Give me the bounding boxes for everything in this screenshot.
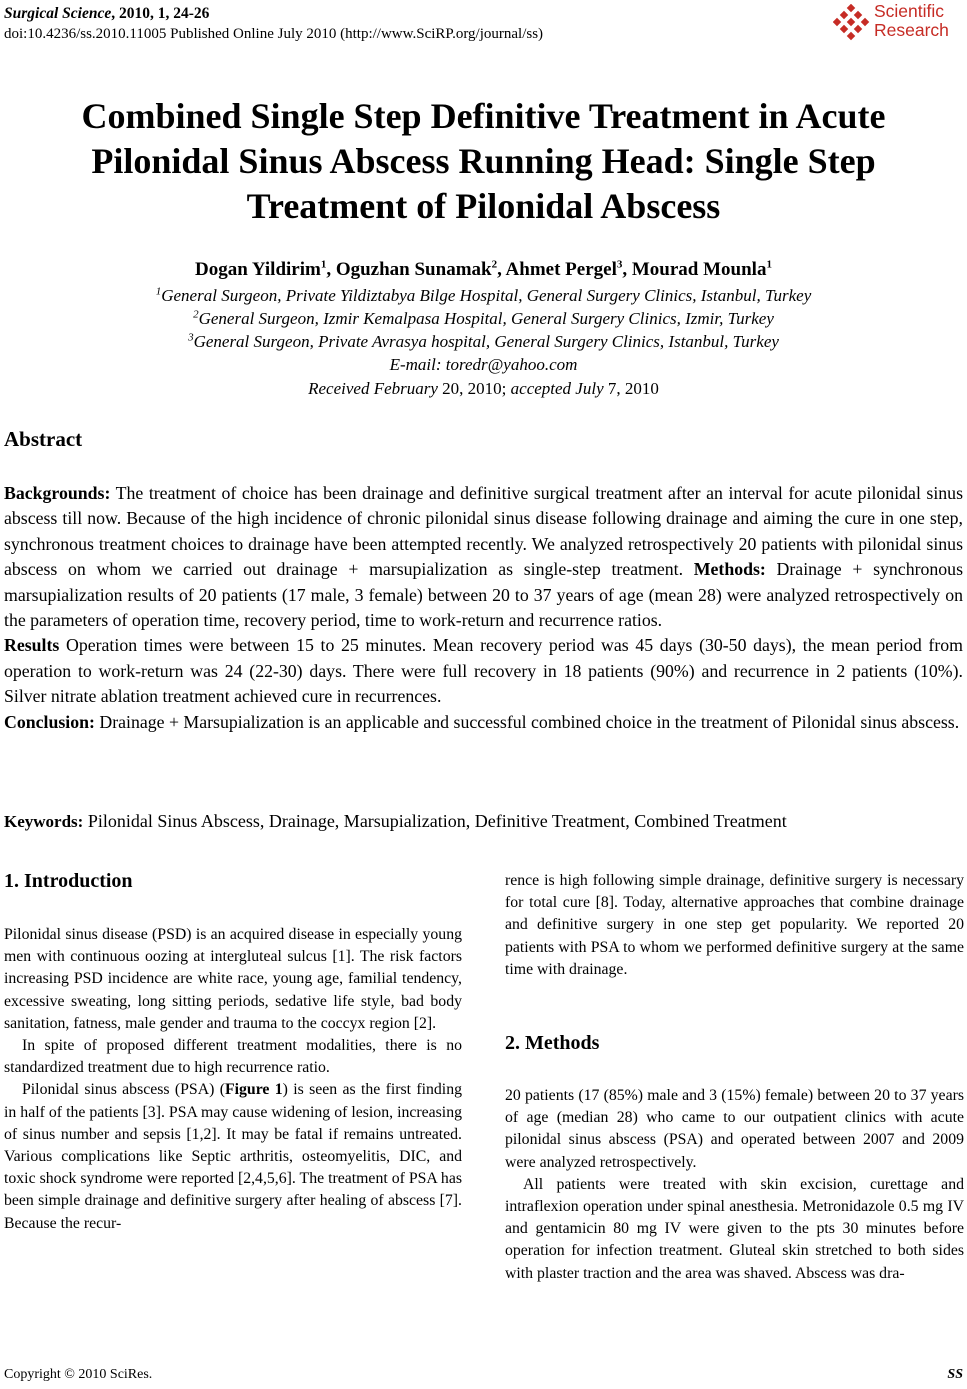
- author-separator: ,: [326, 259, 336, 280]
- author-affiliation-mark: 3: [616, 258, 623, 271]
- intro-paragraph: Pilonidal sinus disease (PSD) is an acquired disease in especially young men with continuous oozing at intergluteal sulcus [1]. The risk factors increasing PSD incidence are white race, young age, familial tendency, excessive sweating, long sitting periods, sedative life style, bad body sanitation, fatness, male gender and trauma to the coccyx region [2].: [4, 926, 462, 1032]
- left-column: [4, 924, 462, 1235]
- title-line: Pilonidal Sinus Abscess Running Head: Single Step: [91, 141, 876, 181]
- right-column-intro-continued: [505, 870, 964, 981]
- intro-text: ) is seen as the first finding in half of the patients [3]. PSA may cause widening of lesion, increasing of sinus number and sepsis [1,2]. It may be fatal if remains untreated. Various complications like Septic arthritis, osteomyelitis, DIC, and toxic shock syndrome were reported [2,4,5,6]. The treatment of PSA has been simple drainage and definitive surgery after healing of abscess [7]. Because the recur-: [4, 1081, 462, 1232]
- received-date: 20, 2010;: [437, 379, 511, 398]
- affiliation-number: 3: [188, 331, 194, 344]
- author-affiliation-mark: 1: [766, 258, 772, 271]
- author-name: Dogan Yildirim: [195, 259, 321, 280]
- publisher-logo-icon: [833, 4, 871, 42]
- journal-abbreviation: SS: [947, 1367, 963, 1382]
- keywords-label: Keywords:: [4, 812, 84, 831]
- affiliation: [0, 308, 967, 330]
- journal-volume: , 2010, 1, 24-26: [111, 5, 210, 22]
- page-footer: [4, 1367, 963, 1383]
- affiliation-text: General Surgeon, Private Yildiztabya Bilge Hospital, General Surgery Clinics, Istanbul, Turkey: [161, 286, 812, 305]
- author-list: [0, 258, 967, 282]
- title-line: Combined Single Step Definitive Treatment in Acute: [81, 96, 886, 136]
- title-line: Treatment of Pilonidal Abscess: [246, 186, 721, 226]
- introduction-heading: 1. Introduction: [4, 870, 133, 892]
- publisher-logo: [833, 2, 963, 44]
- conclusion-text: Drainage + Marsupialization is an applicable and successful combined choice in the treatment of Pilonidal sinus abscess.: [94, 711, 960, 732]
- received-label: Received February: [308, 379, 438, 398]
- backgrounds-label: Backgrounds:: [4, 483, 111, 503]
- author-name: Oguzhan Sunamak: [335, 259, 492, 280]
- author-affiliation-mark: 1: [320, 258, 327, 271]
- intro-paragraph-continued: rence is high following simple drainage, definitive surgery is necessary for total cure [8]. Today, alternative approaches that combine drainage and definitive surgery in one step get popularity. We reported 20 patients with PSA to whom we performed definitive surgery at the same time with drainage.: [505, 872, 964, 978]
- conclusion-label: Conclusion:: [4, 711, 95, 732]
- methods-paragraph: 20 patients (17 (85%) male and 3 (15%) female) between 20 to 37 years of age (median 28) who came to our outpatient clinics with acute pilonidal sinus abscess (PSA) and operated between 2007 and 2009 were analyzed retrospectively.: [505, 1087, 964, 1171]
- logo-text-line2: Research: [874, 20, 949, 40]
- keywords-line: [4, 809, 963, 834]
- received-line: [0, 378, 967, 400]
- author-name: Ahmet Pergel: [505, 259, 617, 280]
- methods-heading: 2. Methods: [505, 1032, 600, 1054]
- backgrounds-text: The treatment of choice has been drainage and definitive surgical treatment after an interval for acute pilonidal sinus abscess till now. Because of the high incidence of chronic pilonidal sinus disease following drainage and aiming the cure in one step, synchronous treatment choices to drainage have been attempted recently. We analyzed retrospectively 20 patients with pilonidal sinus abscess on whom we carried out drainage + marsupialization as single-step treatment.: [4, 483, 963, 580]
- logo-text-line1: Scientific: [874, 1, 945, 21]
- affiliation-number: 1: [155, 285, 162, 298]
- author-name: Mourad Mounla: [631, 259, 767, 280]
- doi-line: doi:10.4236/ss.2010.11005 Published Online July 2010 (http://www.SciRP.org/journal/ss): [4, 26, 544, 42]
- affiliation: [0, 285, 967, 307]
- author-affiliation-mark: 2: [491, 258, 498, 271]
- abstract-heading: Abstract: [4, 427, 83, 451]
- copyright-text: Copyright © 2010 SciRes.: [4, 1367, 153, 1382]
- affiliation: [0, 331, 967, 353]
- intro-paragraph: [4, 1079, 462, 1234]
- methods-label: Methods:: [693, 559, 766, 580]
- figure-reference: Figure 1: [224, 1081, 283, 1099]
- intro-paragraph: In spite of proposed different treatment modalities, there is no standardized treatment due to high recurrence ratio.: [4, 1037, 462, 1077]
- journal-header: [4, 4, 543, 44]
- author-separator: ,: [622, 259, 632, 280]
- affiliation-text: General Surgeon, Private Avrasya hospital, General Surgery Clinics, Istanbul, Turkey: [193, 332, 779, 351]
- results-text: Operation times were between 15 to 25 minutes. Mean recovery period was 45 days (30-50 days), the mean period from operation to work-return was 24 (22-30) days. There were full recovery in 18 patients (90%) and recurrence in 2 patients (10%). Silver nitrate ablation treatment achieved cure in recurrences.: [4, 635, 963, 707]
- results-label: Results: [4, 635, 60, 656]
- right-column-methods: [505, 1085, 964, 1285]
- email-label: E-mail: [389, 355, 436, 374]
- affiliation-number: 2: [193, 308, 199, 321]
- author-separator: ,: [497, 259, 506, 280]
- accepted-label: accepted July: [510, 379, 604, 398]
- intro-text: Pilonidal sinus abscess (PSA) (: [22, 1081, 225, 1099]
- abstract-body: [4, 481, 963, 735]
- keywords-text: Pilonidal Sinus Abscess, Drainage, Marsupialization, Definitive Treatment, Combined Treatment: [83, 811, 787, 831]
- methods-text: Drainage + synchronous marsupialization results of 20 patients (17 male, 3 female) between 20 to 37 years of age (mean 28) were analyzed retrospectively on the parameters of operation time, recovery period, time to work-return and recurrence ratios.: [4, 559, 963, 631]
- email-address: : toredr@yahoo.com: [435, 355, 578, 374]
- email-line: [0, 354, 967, 376]
- accepted-date: 7, 2010: [603, 379, 659, 398]
- methods-paragraph: All patients were treated with skin excision, curettage and intraflexion operation under spinal anesthesia. Metronidazole 0.5 mg IV and gentamicin 80 mg IV were given to the pts 30 minutes before operation for infection treatment. Gluteal skin stretched to both sides with plaster traction and the area was shaved. Abscess was dra-: [505, 1175, 964, 1282]
- journal-name: Surgical Science: [4, 5, 112, 22]
- paper-title: [0, 94, 967, 229]
- affiliation-text: General Surgeon, Izmir Kemalpasa Hospital, General Surgery Clinics, Izmir, Turkey: [198, 309, 774, 328]
